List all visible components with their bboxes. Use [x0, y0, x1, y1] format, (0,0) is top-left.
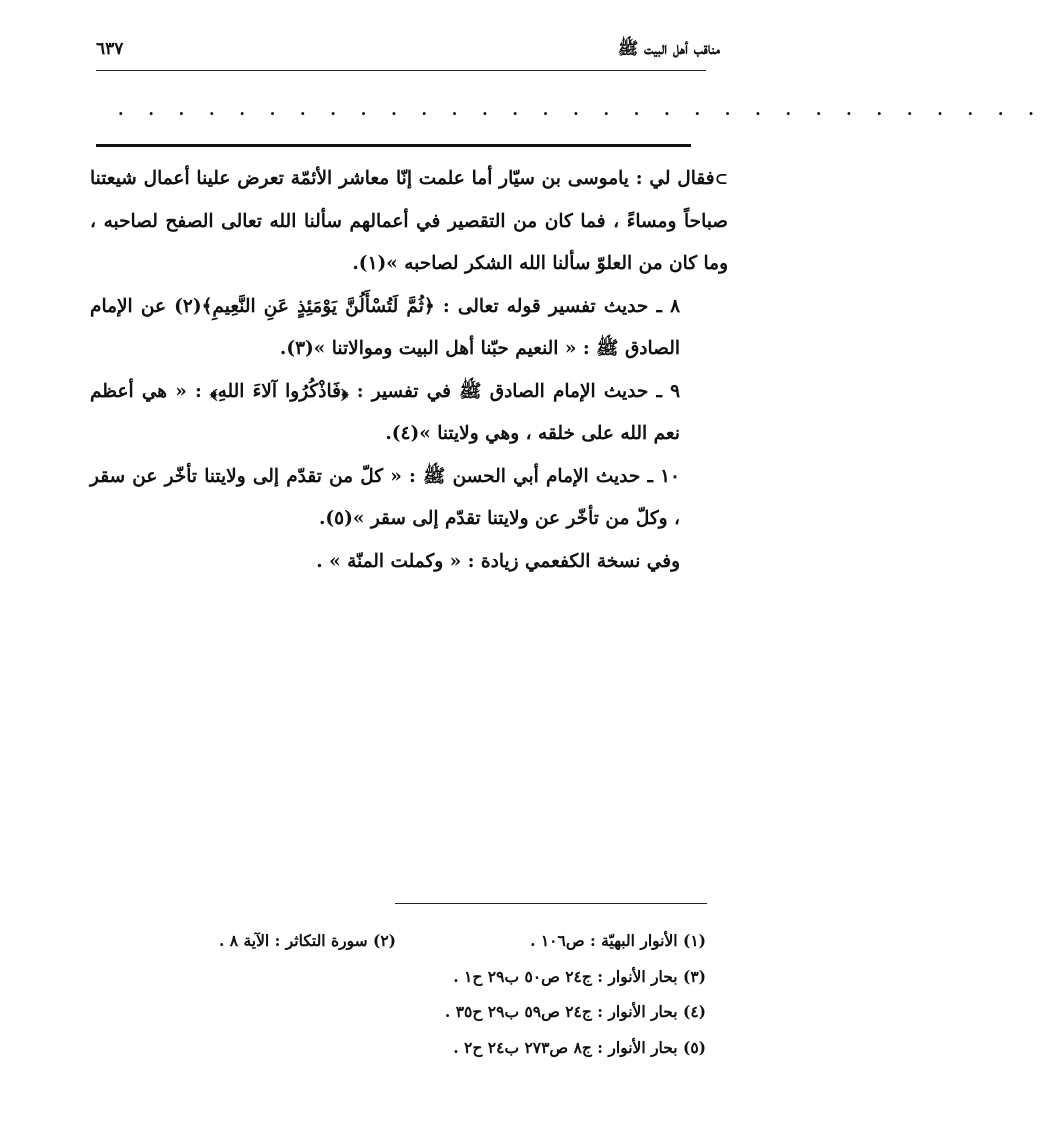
footnotes	[106, 923, 706, 1065]
continuation-marker-icon: ⊃	[714, 169, 728, 188]
running-title: مناقب أهل البيت ﷺ	[617, 39, 720, 59]
footnote-row	[106, 923, 706, 959]
paragraph-1: فقال لي : ياموسى بن سيّار أما علمت إنّا معاشر الأئمّة تعرض علينا أعمال شيعتنا صباحاً ومساءً ، فما كان من التقصير في أعمالهم سألنا الله تعالى الصفح لصاحبه ، وما كان من العلوّ سألنا الله الشكر لصاحبه »(١).	[90, 168, 728, 274]
footnote-4: (٤) بحار الأنوار : ج٢٤ ص٥٩ ب٢٩ ح٣٥ .	[444, 1002, 706, 1021]
paragraph-hadith-10: ١٠ ـ حديث الإمام أبي الحسن ﷺ : « كلّ من تقدّم إلى ولايتنا تأخّر عن سقر ، وكلّ من تأخّر عن ولايتنا تقدّم إلى سقر »(٥).	[90, 465, 680, 529]
footnote-5: (٥) بحار الأنوار : ج٨ ص٢٧٣ ب٢٤ ح٢ .	[453, 1037, 706, 1057]
footnote-2: (٢) سورة التكاثر : الآية ٨ .	[218, 931, 396, 950]
main-text	[90, 158, 728, 583]
footnote-1: (١) الأنوار البهيّة : ص١٠٦ .	[530, 931, 706, 950]
paragraph-continuation	[90, 158, 728, 286]
paragraph-note: وفي نسخة الكفعمي زيادة : « وكملت المنّة » .	[316, 550, 680, 572]
dotted-separator: . . . . . . . . . . . . . . . . . . . . . . . . . . . . . . .	[118, 100, 1043, 119]
header-rule	[96, 70, 706, 71]
footnote-3: (٣) بحار الأنوار : ج٢٤ ص٥٠ ب٢٩ ح١ .	[453, 966, 706, 986]
section-rule	[96, 144, 691, 147]
paragraph-hadith-8: ٨ ـ حديث تفسير قوله تعالى : ﴿ثُمَّ لَتُسْأَلُنَّ يَوْمَئِذٍ عَنِ النَّعِيمِ﴾(٢) عن الإمام الصادق ﷺ : « النعيم حبّنا أهل البيت وموالاتنا »(٣).	[90, 295, 681, 359]
page-number: ٦٣٧	[96, 39, 124, 59]
paragraph-hadith-9: ٩ ـ حديث الإمام الصادق ﷺ في تفسير : ﴿فَاذْكُرُوا آلاءَ اللهِ﴾ : « هي أعظم نعم الله على خلقه ، وهي ولايتنا »(٤).	[90, 380, 680, 444]
footnote-rule	[395, 903, 707, 904]
